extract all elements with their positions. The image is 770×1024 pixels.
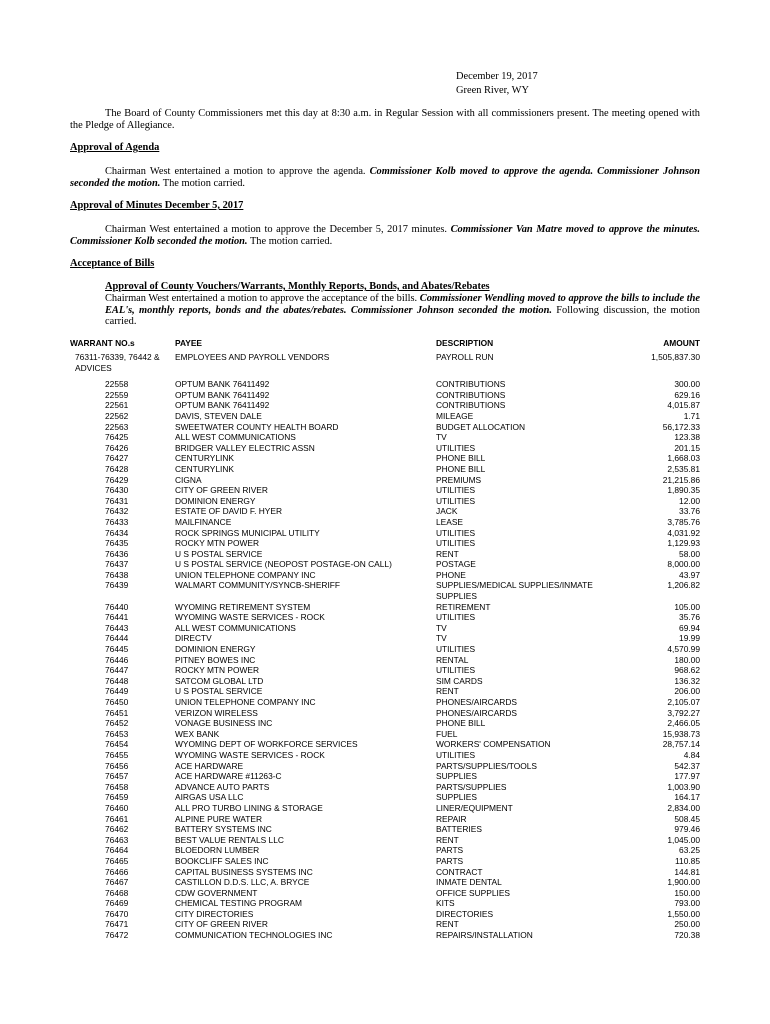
amount-cell: 4,570.99 [667,644,700,655]
table-row [70,803,700,814]
amount-cell: 1,129.93 [667,538,700,549]
table-row [70,888,700,899]
payee-cell: WEX BANK [175,728,220,739]
payee-cell: OPTUM BANK 76411492 [175,379,270,390]
warrant-cell: 76445 [105,644,129,655]
payee-cell: UNION TELEPHONE COMPANY INC [175,697,316,707]
payee-cell: WYOMING WASTE SERVICES - ROCK [175,749,325,760]
agenda-text: Chairman West entertained a motion to approve the agenda. [105,166,370,177]
description-cell: UTILITIES [436,485,476,496]
description-cell: PHONE [436,569,466,580]
warrant-cell: 76437 [105,559,129,570]
table-row [70,528,700,539]
amount-cell: 1,890.35 [667,485,700,496]
payee-cell: CDW GOVERNMENT [175,887,258,898]
warrant-cell: 76471 [105,919,129,930]
payee-cell: ACE HARDWARE [175,760,244,771]
amount-cell: 28,757.14 [662,739,700,750]
warrant-cell: 76469 [105,898,129,909]
payee-cell: ROCKY MTN POWER [175,538,260,549]
warrant-cell: 76468 [105,887,129,898]
table-row [70,485,700,496]
warrant-cell: 76461 [105,813,129,824]
payee-cell: VERIZON WIRELESS [175,707,258,718]
payee-cell: BRIDGER VALLEY ELECTRIC ASSN [175,442,315,453]
warrant-cell: 76446 [105,654,129,665]
payee-cell: OPTUM BANK 76411492 [175,389,270,400]
amount-cell: 300.00 [674,379,700,390]
amount-cell: 164.17 [674,792,700,803]
description-cell: RENT [436,919,459,930]
description-cell: PHONES/AIRCARDS [436,707,517,718]
payee-cell: U S POSTAL SERVICE [175,686,263,697]
warrant-cell: 76441 [105,612,129,623]
description-cell: BATTERIES [436,824,482,835]
warrant-cell: 76430 [105,485,129,496]
description-cell: KITS [436,898,455,909]
payee-cell: CENTURYLINK [175,463,234,474]
table-row [70,453,700,464]
description-cell: LEASE [436,516,464,527]
minutes-result: The motion carried. [247,235,333,247]
table-row [70,602,700,613]
warrant-cell: 76448 [105,675,129,686]
table-row [70,761,700,772]
table-row [70,697,700,708]
amount-cell: 1,003.90 [667,781,700,792]
table-row [70,496,700,507]
amount-cell: 58.00 [679,548,700,559]
table-row [70,400,700,411]
description-cell: RENT [436,686,459,697]
table-row [70,782,700,793]
description-cell: BUDGET ALLOCATION [436,421,526,432]
amount-cell: 1,206.82 [667,580,700,591]
meeting-location: Green River, WY [456,84,529,96]
warrant-cell: 76464 [105,845,129,856]
description-cell: OFFICE SUPPLIES [436,887,510,898]
payee-cell: CITY OF GREEN RIVER [175,485,268,496]
amount-cell: 12.00 [679,495,700,506]
warrant-cell: 22559 [105,389,129,400]
warrants-table [70,338,700,941]
table-row [70,390,700,401]
description-cell: REPAIRS/INSTALLATION [436,930,533,941]
bills-text: Chairman West entertained a motion to approve the acceptance of the bills. [105,292,420,304]
warrant-cell: 76459 [105,792,129,803]
table-row [70,771,700,782]
table-row [70,623,700,634]
table-row [70,729,700,740]
description-cell: RENT [436,548,459,559]
bills-heading: Acceptance of Bills [70,258,155,269]
payee-cell: UNION TELEPHONE COMPANY INC [175,569,316,580]
minutes-text: Chairman West entertained a motion to approve the December 5, 2017 minutes. [105,224,451,235]
warrant-cell: 76443 [105,622,129,633]
col-description-header: DESCRIPTION [436,338,494,348]
warrant-cell: 76454 [105,739,129,750]
table-row [70,750,700,761]
warrant-cell: 76434 [105,527,129,538]
warrant-cell: 76460 [105,802,129,813]
warrant-cell: 76451 [105,707,129,718]
description-cell: SUPPLIES/MEDICAL SUPPLIES/INMATE SUPPLIES [436,580,593,602]
document-header [456,70,538,97]
table-row [70,517,700,528]
amount-cell: 35.76 [679,612,700,623]
payee-cell: WALMART COMMUNITY/SYNCB-SHERIFF [175,580,341,591]
description-cell: PREMIUMS [436,474,482,485]
payee-cell: BEST VALUE RENTALS LLC [175,834,284,845]
payee-cell: MAILFINANCE [175,516,232,527]
table-row [70,422,700,433]
payee-cell: CITY DIRECTORIES [175,908,254,919]
table-row [70,612,700,623]
table-row [70,580,700,601]
amount-cell: 720.38 [674,930,700,941]
amount-cell: 250.00 [674,919,700,930]
table-row [70,475,700,486]
table-body [70,379,700,940]
payee-cell: ESTATE OF DAVID F. HYER [175,506,283,517]
amount-cell: 3,785.76 [667,516,700,527]
description-cell: SUPPLIES [436,792,477,803]
description-cell: POSTAGE [436,559,476,570]
description-cell: INMATE DENTAL [436,877,502,888]
table-row [70,644,700,655]
table-row [70,570,700,581]
amount-cell: 629.16 [674,389,700,400]
amount-cell: 69.94 [679,622,700,633]
amount-cell: 19.99 [679,633,700,644]
table-row [70,898,700,909]
description-cell: PHONE BILL [436,453,486,464]
payee-cell: CAPITAL BUSINESS SYSTEMS INC [175,866,313,877]
table-row [70,443,700,454]
warrant-cell: 76439 [105,580,129,591]
amount-cell: 4,031.92 [667,527,700,538]
agenda-motion: Commissioner Kolb moved to approve the agenda. Commissioner Johnson seconded the motion. [70,166,700,189]
agenda-result: The motion carried. [160,177,245,189]
description-cell: CONTRIBUTIONS [436,400,506,411]
payee-cell: CENTURYLINK [175,453,234,464]
amount-cell: 4.84 [683,749,700,760]
description-cell: JACK [436,506,458,517]
warrant-cell: 76311-76339, 76442 & ADVICES [75,352,160,373]
amount-cell: 1,505,837.30 [651,352,700,362]
bills-subheading: Approval of County Vouchers/Warrants, Monthly Reports, Bonds, and Abates/Rebates [105,281,490,292]
table-row [70,559,700,570]
amount-cell: 201.15 [674,442,700,453]
payee-cell: DIRECTV [175,633,212,644]
warrant-cell: 76438 [105,569,129,580]
payee-cell: AIRGAS USA LLC [175,792,244,803]
warrant-cell: 76440 [105,601,129,612]
warrant-cell: 76431 [105,495,129,506]
payee-cell: COMMUNICATION TECHNOLOGIES INC [175,930,333,941]
table-row [70,835,700,846]
payee-cell: ALPINE PURE WATER [175,813,263,824]
description-cell: FUEL [436,728,458,739]
amount-cell: 150.00 [674,887,700,898]
warrant-cell: 76450 [105,697,129,707]
amount-cell: 1,045.00 [667,834,700,845]
table-row [70,633,700,644]
table-row [70,665,700,676]
amount-cell: 2,834.00 [667,802,700,813]
bills-result: Following discussion, the motion carried. [105,304,700,328]
intro-text: The Board of County Commissioners met this day at 8:30 a.m. in Regular Session with all commissioners present. The meeting opened with the Pledge of Allegiance. [70,108,700,131]
amount-cell: 979.46 [674,824,700,835]
description-cell: LINER/EQUIPMENT [436,802,513,813]
description-cell: TV [436,633,447,644]
warrant-cell: 76447 [105,665,129,676]
payee-cell: CASTILLON D.D.S. LLC, A. BRYCE [175,877,310,888]
warrant-cell: 76453 [105,728,129,739]
description-cell: PAYROLL RUN [436,352,494,362]
amount-cell: 1,668.03 [667,453,700,464]
table-row [70,845,700,856]
meeting-date: December 19, 2017 [456,71,538,82]
warrant-cell: 76455 [105,749,129,760]
payee-cell: CITY OF GREEN RIVER [175,919,268,930]
amount-cell: 2,535.81 [667,463,700,474]
description-cell: WORKERS' COMPENSATION [436,739,551,750]
warrant-cell: 76427 [105,453,129,464]
payee-cell: ROCK SPRINGS MUNICIPAL UTILITY [175,527,320,538]
table-row [70,655,700,666]
col-payee-header: PAYEE [175,338,202,348]
description-cell: SIM CARDS [436,675,483,686]
warrant-cell: 76463 [105,834,129,845]
amount-cell: 1,900.00 [667,877,700,888]
minutes-paragraph [70,224,700,248]
amount-cell: 144.81 [674,866,700,877]
payee-cell: U S POSTAL SERVICE (NEOPOST POSTAGE-ON CALL) [175,559,392,570]
amount-cell: 105.00 [674,601,700,612]
description-cell: DIRECTORIES [436,908,494,919]
payee-cell: VONAGE BUSINESS INC [175,718,273,729]
amount-cell: 2,466.05 [667,718,700,729]
warrant-cell: 76432 [105,506,129,517]
description-cell: UTILITIES [436,749,476,760]
payee-cell: ACE HARDWARE #11263-C [175,771,282,782]
description-cell: SUPPLIES [436,771,477,782]
description-cell: PHONES/AIRCARDS [436,697,517,707]
payee-cell: WYOMING DEPT OF WORKFORCE SERVICES [175,739,358,750]
description-cell: PHONE BILL [436,718,486,729]
minutes-motion: Commissioner Van Matre moved to approve the minutes. Commissioner Kolb seconded the motion. [70,224,701,247]
warrant-cell: 22558 [105,379,129,390]
warrant-cell: 76428 [105,463,129,474]
warrant-cell: 76456 [105,760,129,771]
payee-cell: ALL PRO TURBO LINING & STORAGE [175,802,323,813]
description-cell: MILEAGE [436,410,474,421]
payee-cell: DOMINION ENERGY [175,644,256,655]
description-cell: CONTRIBUTIONS [436,379,506,390]
amount-cell: 1.71 [683,410,700,421]
payee-cell: BATTERY SYSTEMS INC [175,824,272,835]
table-row [70,411,700,422]
intro-paragraph [70,108,700,132]
table-row [70,432,700,443]
table-row [70,718,700,729]
warrant-cell: 22562 [105,410,129,421]
table-row [70,739,700,750]
table-row-payroll [70,352,700,373]
amount-cell: 43.97 [679,569,700,580]
description-cell: RENTAL [436,654,469,665]
table-header [70,338,700,352]
payee-cell: EMPLOYEES AND PAYROLL VENDORS [175,352,330,362]
warrant-cell: 76433 [105,516,129,527]
payee-cell: SWEETWATER COUNTY HEALTH BOARD [175,421,339,432]
amount-cell: 3,792.27 [667,707,700,718]
warrant-cell: 76458 [105,781,129,792]
description-cell: PARTS/SUPPLIES [436,781,507,792]
table-row [70,792,700,803]
amount-cell: 177.97 [674,771,700,782]
warrant-cell: 76426 [105,442,129,453]
payee-cell: BLOEDORN LUMBER [175,845,260,856]
amount-cell: 136.32 [674,675,700,686]
warrant-cell: 76467 [105,877,129,888]
table-row [70,877,700,888]
bills-section [105,281,700,328]
col-amount-header: AMOUNT [663,338,700,348]
warrant-cell: 76452 [105,718,129,729]
payee-cell: WYOMING WASTE SERVICES - ROCK [175,612,325,623]
description-cell: UTILITIES [436,612,476,623]
amount-cell: 110.85 [675,855,700,866]
warrant-cell: 76429 [105,474,129,485]
payee-cell: DOMINION ENERGY [175,495,256,506]
warrant-cell: 76425 [105,432,129,443]
agenda-heading: Approval of Agenda [70,142,160,153]
payee-cell: WYOMING RETIREMENT SYSTEM [175,601,311,612]
amount-cell: 793.00 [674,898,700,909]
payee-cell: ALL WEST COMMUNICATIONS [175,622,296,633]
amount-cell: 15,938.73 [662,728,700,739]
payee-cell: ROCKY MTN POWER [175,665,260,676]
warrant-cell: 76466 [105,866,129,877]
description-cell: PARTS [436,845,464,856]
warrant-cell: 76470 [105,908,129,919]
description-cell: UTILITIES [436,644,476,655]
description-cell: CONTRIBUTIONS [436,389,506,400]
table-row [70,867,700,878]
warrant-cell: 76435 [105,538,129,549]
table-row [70,814,700,825]
amount-cell: 542.37 [674,760,700,771]
description-cell: RENT [436,834,459,845]
amount-cell: 1,550.00 [667,908,700,919]
warrant-cell: 76449 [105,686,129,697]
table-row [70,379,700,390]
table-row [70,919,700,930]
warrant-cell: 22561 [105,400,129,411]
amount-cell: 508.45 [674,813,700,824]
payee-cell: CIGNA [175,474,202,485]
description-cell: UTILITIES [436,538,476,549]
warrant-cell: 76457 [105,771,129,782]
table-row [70,549,700,560]
payee-cell: ALL WEST COMMUNICATIONS [175,432,296,443]
amount-cell: 8,000.00 [667,559,700,570]
payee-cell: ADVANCE AUTO PARTS [175,781,270,792]
amount-cell: 968.62 [674,665,700,676]
warrant-cell: 76444 [105,633,129,644]
payee-cell: SATCOM GLOBAL LTD [175,675,264,686]
description-cell: TV [436,432,447,443]
table-row [70,930,700,941]
description-cell: PHONE BILL [436,463,486,474]
warrant-cell: 22563 [105,421,129,432]
table-row [70,464,700,475]
amount-cell: 56,172.33 [662,421,700,432]
amount-cell: 123.38 [674,432,700,443]
amount-cell: 206.00 [674,686,700,697]
table-row [70,676,700,687]
amount-cell: 4,015.87 [667,400,700,411]
description-cell: RETIREMENT [436,601,491,612]
description-cell: CONTRACT [436,866,483,877]
warrant-cell: 76465 [105,855,129,866]
description-cell: UTILITIES [436,665,476,676]
table-row [70,708,700,719]
minutes-heading: Approval of Minutes December 5, 2017 [70,200,244,211]
table-row [70,686,700,697]
table-row [70,538,700,549]
amount-cell: 2,105.07 [667,697,700,707]
description-cell: UTILITIES [436,527,476,538]
col-warrant-header: WARRANT NO.s [70,338,135,348]
payee-cell: PITNEY BOWES INC [175,654,256,665]
payee-cell: U S POSTAL SERVICE [175,548,263,559]
amount-cell: 33.76 [679,506,700,517]
payee-cell: DAVIS, STEVEN DALE [175,410,262,421]
description-cell: UTILITIES [436,495,476,506]
warrant-cell: 76472 [105,930,129,941]
amount-cell: 180.00 [674,654,700,665]
warrant-cell: 76436 [105,548,129,559]
amount-cell: 63.25 [679,845,700,856]
warrant-cell: 76462 [105,824,129,835]
description-cell: TV [436,622,447,633]
description-cell: REPAIR [436,813,467,824]
description-cell: PARTS/SUPPLIES/TOOLS [436,760,538,771]
bills-motion: Commissioner Wendling moved to approve the bills to include the EAL's, monthly reports, bonds and the abates/rebates. Commissioner Johnson seconded the motion. [105,292,700,316]
bills-paragraph [105,293,700,328]
table-row [70,506,700,517]
table-row [70,909,700,920]
payee-cell: BOOKCLIFF SALES INC [175,855,269,866]
description-cell: PARTS [436,855,464,866]
table-row [70,824,700,835]
agenda-paragraph [70,166,700,190]
table-row [70,856,700,867]
payee-cell: OPTUM BANK 76411492 [175,400,270,411]
amount-cell: 21,215.86 [662,474,700,485]
description-cell: UTILITIES [436,442,476,453]
payee-cell: CHEMICAL TESTING PROGRAM [175,898,303,909]
